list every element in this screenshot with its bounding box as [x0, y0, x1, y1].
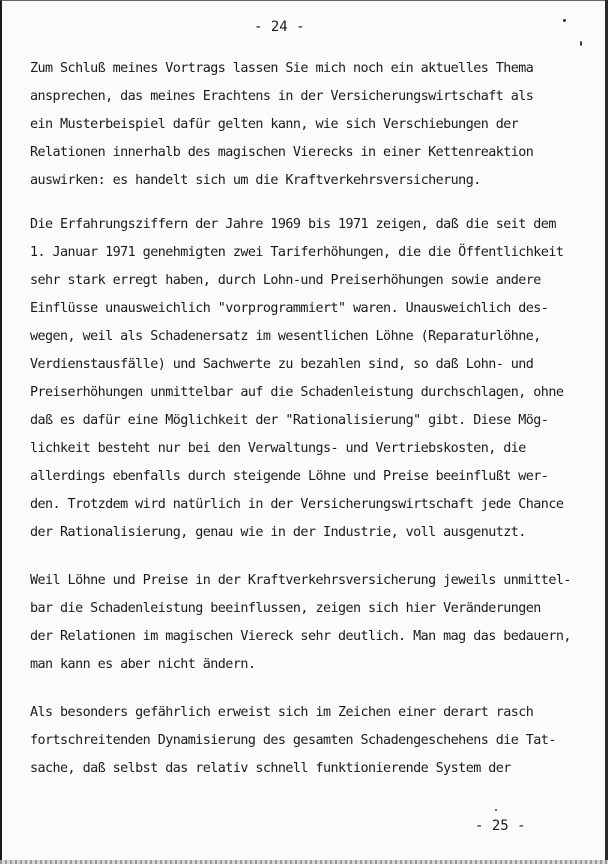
text-line: ansprechen, das meines Erachtens in der Versicherungswirtschaft als — [30, 89, 534, 104]
next-page-marker: - 25 - — [475, 818, 526, 834]
text-line: lichkeit besteht nur bei den Verwaltungs- und Vertriebskosten, die — [30, 441, 526, 456]
scan-speck — [580, 41, 582, 46]
text-line: sache, daß selbst das relativ schnell funktionierende System der — [30, 761, 511, 776]
text-line: allerdings ebenfalls durch steigende Löhne und Preise beeinflußt wer- — [30, 469, 549, 484]
text-line: ein Musterbeispiel dafür gelten kann, wie sich Verschiebungen der — [30, 117, 519, 132]
scan-speck — [563, 19, 566, 22]
text-line: fortschreitenden Dynamisierung des gesamten Schadengeschehens die Tat- — [30, 733, 556, 748]
text-line: Als besonders gefährlich erweist sich im Zeichen einer derart rasch — [30, 705, 534, 720]
text-line: sehr stark erregt haben, durch Lohn-und Preiserhöhungen sowie andere — [30, 273, 541, 288]
text-line: auswirken: es handelt sich um die Kraftverkehrsversicherung. — [30, 173, 481, 188]
text-line: bar die Schadenleistung beeinflussen, zeigen sich hier Veränderungen — [30, 601, 541, 616]
text-line: daß es dafür eine Möglichkeit der "Rationalisierung" gibt. Diese Mög- — [30, 413, 549, 428]
text-line: Verdienstausfälle) und Sachwerte zu bezahlen sind, so daß Lohn- und — [30, 357, 534, 372]
page-number: - 24 - — [254, 19, 305, 35]
text-line: wegen, weil als Schadenersatz im wesentlichen Löhne (Reparaturlöhne, — [30, 329, 541, 344]
text-line: man kann es aber nicht ändern. — [30, 657, 256, 672]
text-line: der Relationen im magischen Viereck sehr deutlich. Man mag das bedauern, — [30, 629, 571, 644]
text-line: Relationen innerhalb des magischen Vierecks in einer Kettenreaktion — [30, 145, 534, 160]
text-line: Weil Löhne und Preise in der Kraftverkehrsversicherung jeweils unmittel- — [30, 573, 571, 588]
text-line: Zum Schluß meines Vortrags lassen Sie mich noch ein aktuelles Thema — [30, 61, 534, 76]
text-line: Preiserhöhungen unmittelbar auf die Schadenleistung durchschlagen, ohne — [30, 385, 564, 400]
scan-speck — [495, 809, 497, 811]
text-line: 1. Januar 1971 genehmigten zwei Tariferhöhungen, die die Öffentlichkeit — [30, 245, 564, 260]
scan-edge-bottom — [0, 860, 608, 864]
text-line: den. Trotzdem wird natürlich in der Versicherungswirtschaft jede Chance — [30, 497, 564, 512]
text-line: der Rationalisierung, genau wie in der Industrie, voll ausgenutzt. — [30, 525, 526, 540]
text-line: Die Erfahrungsziffern der Jahre 1969 bis 1971 zeigen, daß die seit dem — [30, 217, 556, 232]
text-line: Einflüsse unausweichlich "vorprogrammiert" waren. Unausweichlich des- — [30, 301, 549, 316]
